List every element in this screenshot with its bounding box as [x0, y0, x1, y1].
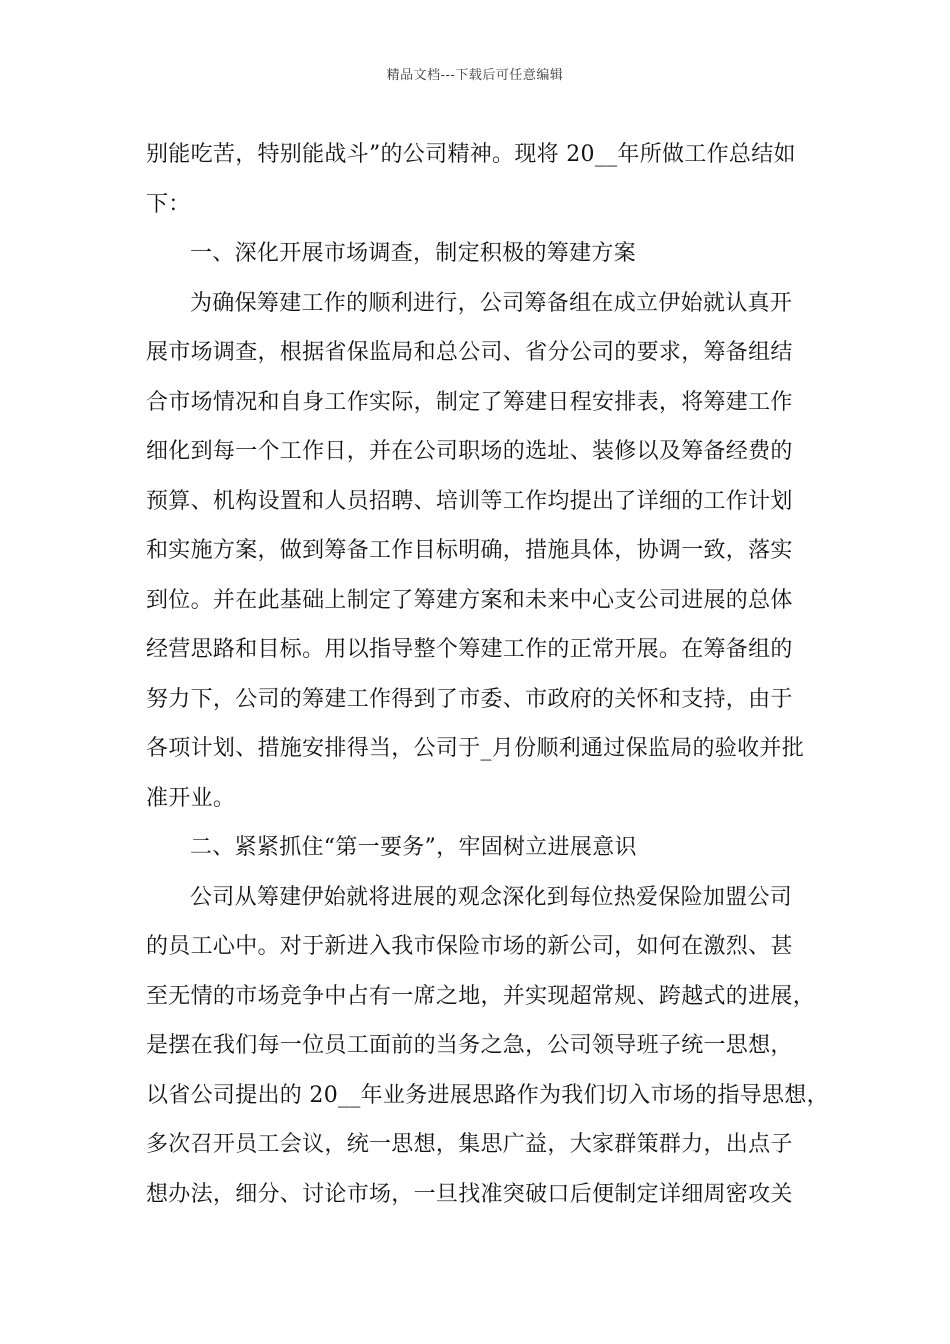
text-line: 至无情的市场竞争中占有一席之地，并实现超常规、跨越式的进展，: [146, 983, 816, 1009]
text-line: 以省公司提出的 20__年业务进展思路作为我们切入市场的指导思想，: [146, 1082, 829, 1108]
text-line: 各项计划、措施安排得当，公司于_月份顺利通过保监局的验收并批: [146, 736, 805, 761]
text-line: 合市场情况和自身工作实际，制定了筹建日程安排表，将筹建工作: [146, 389, 793, 415]
text-line: 公司从筹建伊始就将进展的观念深化到每位热爱保险加盟公司: [190, 884, 793, 910]
text-line: 努力下，公司的筹建工作得到了市委、市政府的关怀和支持，由于: [146, 686, 793, 712]
text-line: 的员工心中。对于新进入我市保险市场的新公司，如何在激烈、甚: [146, 934, 793, 959]
text-line: 为确保筹建工作的顺利进行，公司筹备组在成立伊始就认真开: [190, 290, 793, 316]
text-line: 预算、机构设置和人员招聘、培训等工作均提出了详细的工作计划: [146, 488, 793, 514]
text-line: 展市场调查，根据省保监局和总公司、省分公司的要求，筹备组结: [146, 340, 793, 365]
document-body: [146, 130, 829, 1219]
page-header: 精品文档---下载后可任意编辑: [386, 68, 564, 83]
text-line: 多次召开员工会议，统一思想，集思广益，大家群策群力，出点子: [146, 1132, 793, 1157]
text-line: 经营思路和目标。用以指导整个筹建工作的正常开展。在筹备组的: [146, 637, 793, 662]
text-line: 二、紧紧抓住“第一要务”，牢固树立进展意识: [190, 835, 637, 860]
text-line: 和实施方案，做到筹备工作目标明确，措施具体，协调一致，落实: [146, 538, 793, 563]
text-line: 是摆在我们每一位员工面前的当务之急，公司领导班子统一思想，: [146, 1033, 793, 1058]
text-line: 下：: [146, 191, 191, 217]
text-line: 想办法，细分、讨论市场，一旦找准突破口后便制定详细周密攻关: [146, 1181, 793, 1207]
text-line: 准开业。: [146, 785, 236, 811]
text-line: 到位。并在此基础上制定了筹建方案和未来中心支公司进展的总体: [146, 587, 793, 613]
text-line: 别能吃苦，特别能战斗”的公司精神。现将 20__年所做工作总结如: [146, 142, 796, 167]
text-line: 细化到每一个工作日，并在公司职场的选址、装修以及筹备经费的: [146, 439, 793, 464]
text-line: 一、深化开展市场调查，制定积极的筹建方案: [190, 241, 637, 266]
